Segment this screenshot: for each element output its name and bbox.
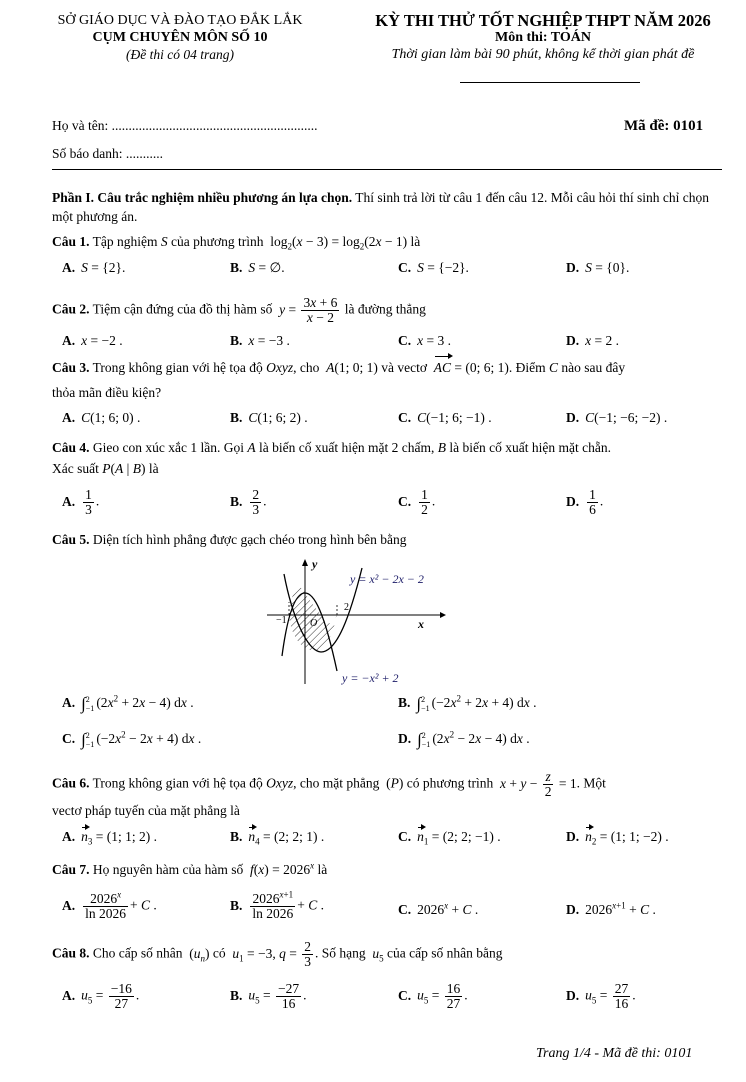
- probability: P(A | B): [102, 461, 146, 476]
- q8-option-b[interactable]: B. $u_5$ = $\frac{-27}{16}$ .: [230, 981, 307, 1011]
- exam-title: KỲ THI THỬ TỐT NGHIỆP THPT NĂM 2026: [375, 11, 711, 30]
- q7-option-d[interactable]: D. $2026^{x+1} + C$ .: [566, 900, 656, 917]
- x-axis-arrow: [440, 612, 446, 618]
- time-note: Thời gian làm bài 90 phút, không kể thời gian phát đề: [391, 47, 695, 62]
- q2-option-c[interactable]: C. x = 3 .: [398, 333, 451, 348]
- option-key: C.: [62, 731, 76, 747]
- question-text: Gieo con xúc xắc 1 lần. Gọi: [89, 440, 244, 455]
- option-key: A.: [62, 260, 76, 275]
- question-label: Câu 3.: [52, 360, 90, 375]
- option-key: C.: [398, 333, 412, 348]
- question-text: . Số hạng: [314, 945, 366, 961]
- origin-label: O: [310, 618, 318, 629]
- q1-option-b[interactable]: B. S = ∅.: [230, 260, 285, 275]
- question-label: Câu 2.: [52, 301, 90, 317]
- q8-option-c[interactable]: C. $u_5$ = $\frac{16}{27}$ .: [398, 981, 468, 1011]
- option-key: C.: [398, 829, 412, 844]
- option-key: A.: [62, 897, 76, 913]
- question-text: , cho mặt phẳng: [293, 775, 380, 791]
- sequence: $(u_n)$: [185, 945, 210, 964]
- question-text: Trong không gian với hệ tọa độ: [89, 775, 263, 791]
- option-key: D.: [566, 829, 580, 844]
- question-label: Câu 8.: [52, 945, 90, 961]
- x-axis-label: x: [418, 617, 424, 631]
- point-a: A(1; 0; 1): [326, 360, 378, 375]
- header-underline: [460, 82, 640, 83]
- q3-option-a[interactable]: A. C(1; 6; 0) .: [62, 410, 141, 425]
- option-key: A.: [62, 333, 76, 348]
- option-key: B.: [398, 695, 411, 711]
- option-key: C.: [398, 410, 412, 425]
- question-3-line2: thỏa mãn điều kiện?: [52, 385, 162, 400]
- question-1: [52, 232, 722, 251]
- q3-option-b[interactable]: B. C(1; 6; 2) .: [230, 410, 308, 425]
- option-key: D.: [566, 987, 580, 1003]
- option-key: A.: [62, 829, 76, 844]
- q1-option-d[interactable]: D. S = {0}.: [566, 260, 630, 275]
- name-line: Họ và tên: .............................................................: [52, 118, 318, 133]
- y-axis-arrow: [302, 559, 308, 566]
- vector-ac: AC = (0; 6; 1): [433, 360, 509, 375]
- area-figure: [262, 556, 462, 688]
- option-key: A.: [62, 695, 76, 711]
- question-4-line2: [52, 459, 722, 478]
- question-text: có: [209, 945, 226, 961]
- question-6-line2: vectơ pháp tuyến của mặt phẳng là: [52, 803, 240, 818]
- option-key: B.: [230, 829, 243, 844]
- page-footer: Trang 1/4 - Mã đề thi: 0101: [536, 1046, 693, 1061]
- q4-option-b[interactable]: B. $\frac{2}{3}$ .: [230, 487, 267, 517]
- question-text: . Điểm: [508, 360, 546, 375]
- option-key: D.: [566, 410, 580, 425]
- math-var: S: [160, 234, 168, 249]
- option-key: B.: [230, 333, 243, 348]
- y-axis-label: y: [312, 557, 318, 571]
- question-text: và vectơ: [377, 360, 428, 375]
- question-label: Câu 6.: [52, 775, 90, 791]
- question-text: là: [314, 862, 328, 877]
- q6-option-d[interactable]: D. $n_2 = (1$; 1; −2) .: [566, 829, 669, 847]
- q4-option-a[interactable]: A. $\frac{1}{3}$ .: [62, 487, 100, 517]
- math-var: C: [549, 360, 559, 375]
- option-key: B.: [230, 897, 243, 913]
- page-count-note: (Đề thi có 04 trang): [126, 47, 234, 62]
- option-key: A.: [62, 987, 76, 1003]
- question-text: Trong không gian với hệ tọa độ: [89, 360, 263, 375]
- question-text: Tập nghiệm: [89, 234, 158, 249]
- q8-option-d[interactable]: D. $u_5$ = $\frac{27}{16}$ .: [566, 981, 636, 1011]
- question-text: của phương trình: [167, 234, 264, 249]
- header-right: [340, 12, 746, 63]
- q6-option-b[interactable]: B. $n_4 = (2$; 2; 1) .: [230, 829, 325, 847]
- option-key: D.: [398, 731, 412, 747]
- option-key: C.: [398, 987, 412, 1003]
- question-text: là biến cố xuất hiện mặt 2 chấm,: [255, 440, 435, 455]
- subject: Môn thi: TOÁN: [495, 30, 591, 45]
- math-var: Oxyz: [266, 775, 294, 791]
- q5-option-d[interactable]: D. ∫ 2 −1 $(2x^2 - 2x - 4)$ dx .: [398, 729, 530, 749]
- q5-option-b[interactable]: B. ∫ 2 −1 $(-2x^2 + 2x + 4)$ dx .: [398, 693, 537, 713]
- option-key: D.: [566, 493, 580, 509]
- option-key: D.: [566, 902, 580, 917]
- question-text: Xác suất: [52, 461, 99, 476]
- question-text: Tiệm cận đứng của đồ thị hàm số: [89, 301, 273, 317]
- option-key: A.: [62, 410, 76, 425]
- q5-option-c[interactable]: C. ∫ 2 −1 $(-2x^2 - 2x + 4)$ dx .: [62, 729, 202, 749]
- question-label: Câu 4.: [52, 440, 90, 455]
- q4-option-d[interactable]: D. $\frac{1}{6}$ .: [566, 487, 604, 517]
- question-text: là đường thẳng: [341, 301, 426, 317]
- question-label: Câu 1.: [52, 234, 90, 249]
- question-text: Họ nguyên hàm của hàm số: [89, 862, 244, 877]
- q3-option-d[interactable]: D. C(−1; −6; −2) .: [566, 410, 668, 425]
- id-line: Số báo danh: ...........: [52, 146, 163, 161]
- q4-option-c[interactable]: C. $\frac{1}{2}$ .: [398, 487, 436, 517]
- question-4: [52, 438, 722, 457]
- q6-option-c[interactable]: C. $n_1 = (2$; 2; −1) .: [398, 829, 501, 847]
- question-text: là: [407, 234, 421, 249]
- q1-option-c[interactable]: C. S = {−2}.: [398, 260, 469, 275]
- question-5: [52, 530, 722, 549]
- q2-option-a[interactable]: A. x = −2 .: [62, 333, 123, 348]
- option-key: D.: [566, 260, 580, 275]
- question-text: có phương trình: [403, 775, 494, 791]
- tick-2: 2: [344, 602, 349, 613]
- option-key: D.: [566, 333, 580, 348]
- question-6: [52, 770, 722, 799]
- question-text: Cho cấp số nhân: [89, 945, 183, 961]
- exam-code: Mã đề: 0101: [624, 118, 704, 134]
- question-3: [52, 358, 722, 377]
- department-name: SỞ GIÁO DỤC VÀ ĐÀO TẠO ĐẮK LẮK: [57, 13, 303, 28]
- question-text: . Một: [576, 775, 606, 791]
- q6-option-a[interactable]: A. $n_3 = (1$; 1; 2) .: [62, 829, 157, 847]
- option-key: B.: [230, 260, 243, 275]
- q7-option-b[interactable]: B. $\frac{2026^{x+1}}{\ln 2026}$ + C .: [230, 889, 325, 921]
- function: $f(x) = 2026^x$: [249, 860, 315, 877]
- curve-label-1: y = x² − 2x − 2: [350, 572, 424, 586]
- option-key: A.: [62, 493, 76, 509]
- q7-option-a[interactable]: A. $\frac{2026^x}{\ln 2026}$ + C .: [62, 889, 157, 921]
- question-text: nào sau đây: [558, 360, 626, 375]
- part-instruction: Thí sinh trả lời từ câu 1 đến câu 12. Mỗi câu hỏi thí sinh chỉ chọn một phương án.: [52, 190, 710, 224]
- option-key: C.: [398, 260, 412, 275]
- tick-neg1: −1: [276, 615, 287, 626]
- term-u5: $u_5$: [372, 945, 384, 964]
- option-key: B.: [230, 987, 243, 1003]
- q3-option-c[interactable]: C. C(−1; 6; −1) .: [398, 410, 492, 425]
- option-key: B.: [230, 410, 243, 425]
- q8-option-a[interactable]: A. $u_5$ = $\frac{-16}{27}$ .: [62, 981, 140, 1011]
- part-intro: [52, 188, 722, 226]
- question-text: Diện tích hình phẳng được gạch chéo trong hình bên bằng: [89, 532, 407, 547]
- q2-option-b[interactable]: B. x = −3 .: [230, 333, 290, 348]
- option-key: C.: [398, 902, 412, 917]
- question-label: Câu 5.: [52, 532, 90, 547]
- equation: $\log_2(x - 3) = \log_2(2x - 1)$: [266, 234, 408, 252]
- question-8: [52, 940, 722, 969]
- question-text: là biến cố xuất hiện mặt chẵn.: [446, 440, 611, 455]
- question-text: , cho: [293, 360, 320, 375]
- question-text: của cấp số nhân bằng: [383, 945, 503, 961]
- option-key: C.: [398, 493, 412, 509]
- plane-equation: x + y − $\frac{z}{2}$ = 1: [499, 769, 577, 799]
- math-var: B: [437, 440, 447, 455]
- math-var: A: [247, 440, 256, 455]
- curve-label-2: y = −x² + 2: [342, 671, 399, 685]
- option-key: B.: [230, 493, 243, 509]
- question-7: [52, 860, 722, 879]
- function: y = $\frac{3x + 6}{x - 2}$: [279, 295, 338, 325]
- plane-p: (P): [382, 775, 404, 791]
- separator: [52, 169, 722, 170]
- sequence-params: $u_1 = -3$, q = $\frac{2}{3}$: [232, 939, 311, 969]
- math-var: Oxyz: [266, 360, 294, 375]
- question-2: [52, 296, 722, 325]
- q2-option-d[interactable]: D. x = 2 .: [566, 333, 619, 348]
- question-text: là: [145, 461, 159, 476]
- part-title: Phần I. Câu trắc nghiệm nhiều phương án lựa chọn.: [52, 190, 353, 205]
- cluster-name: CỤM CHUYÊN MÔN SỐ 10: [92, 30, 268, 45]
- q1-option-a[interactable]: A. S = {2}.: [62, 260, 126, 275]
- q5-option-a[interactable]: A. ∫ 2 −1 $(2x^2 + 2x - 4)$ dx .: [62, 693, 194, 713]
- header-left: [0, 12, 360, 63]
- question-label: Câu 7.: [52, 862, 90, 877]
- q7-option-c[interactable]: C. $2026^x + C$ .: [398, 900, 479, 917]
